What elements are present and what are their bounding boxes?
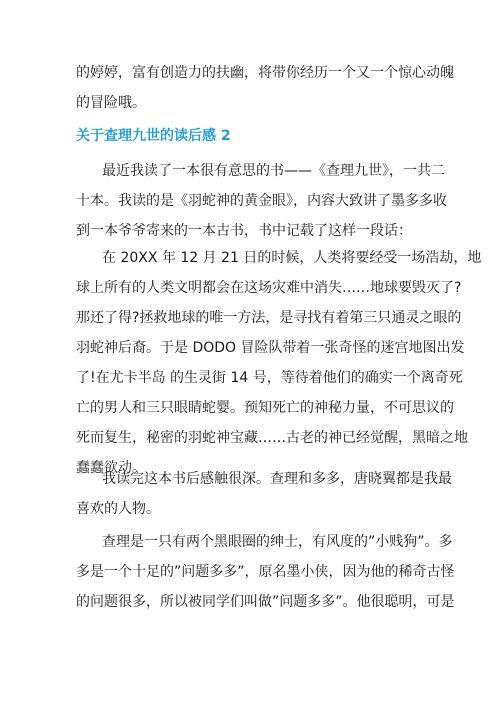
paragraph-line: 多是一个十足的”问题多多”，原名墨小侠，因为他的稀奇古怪 [76,564,455,580]
paragraph-line: 了!在尤卡半岛 的生灵街 14 号，等待着他们的确实一个离奇死 [76,370,463,386]
paragraph-line: 的问题很多，所以被同学们叫做”问题多多”。他很聪明，可是 [76,594,455,610]
paragraph-line: 在 20XX 年 12 月 21 日的时候，人类将要经受一场浩劫，地 [102,250,482,266]
paragraph-line: 到一本爷爷寄来的一本古书，书中记载了这样一段话： [76,223,412,239]
paragraph-line: 十本。我读的是《羽蛇神的黄金眼》，内容大致讲了墨多多收 [76,193,447,209]
paragraph-2 [76,243,482,483]
paragraph-line: 那还了得?拯救地球的唯一方法，是寻找有着第三只通灵之眼的 [76,310,462,326]
paragraph-line: 喜欢的人物。 [76,501,160,517]
paragraph-line: 球上所有的人类文明都会在这场灾难中消失……地球要毁灭了? [76,280,462,296]
paragraph-line: 查理是一只有两个黑眼圈的绅士，有风度的”小贱狗”。多 [102,534,453,550]
paragraph-line: 死而复生，秘密的羽蛇神宝藏……古老的神已经觉醒，黑暗之地 [76,430,468,446]
section-heading: 关于查理九世的读后感 2 [76,128,231,144]
paragraph-line: 最近我读了一本很有意思的书——《查理九世》，一共二 [102,163,445,179]
paragraph-line: 羽蛇神后裔。于是 DODO 冒险队带着一张奇怪的迷宫地图出发 [76,340,465,356]
paragraph-line: 的婷婷，富有创造力的扶幽，将带你经历一个又一个惊心动魄 [76,65,454,81]
paragraph-line: 我读完这本书后感触很深。查理和多多，唐晓翼都是我最 [102,471,452,487]
paragraph-4 [76,527,455,617]
paragraph-intro [76,58,454,118]
paragraph-line: 蠢蠢欲动。 [76,460,146,476]
paragraph-1 [76,156,447,246]
paragraph-3 [76,464,452,524]
paragraph-line: 亡的男人和三只眼睛蛇婴。预知死亡的神秘力量，不可思议的 [76,400,454,416]
paragraph-line: 的冒险哦。 [76,95,146,111]
